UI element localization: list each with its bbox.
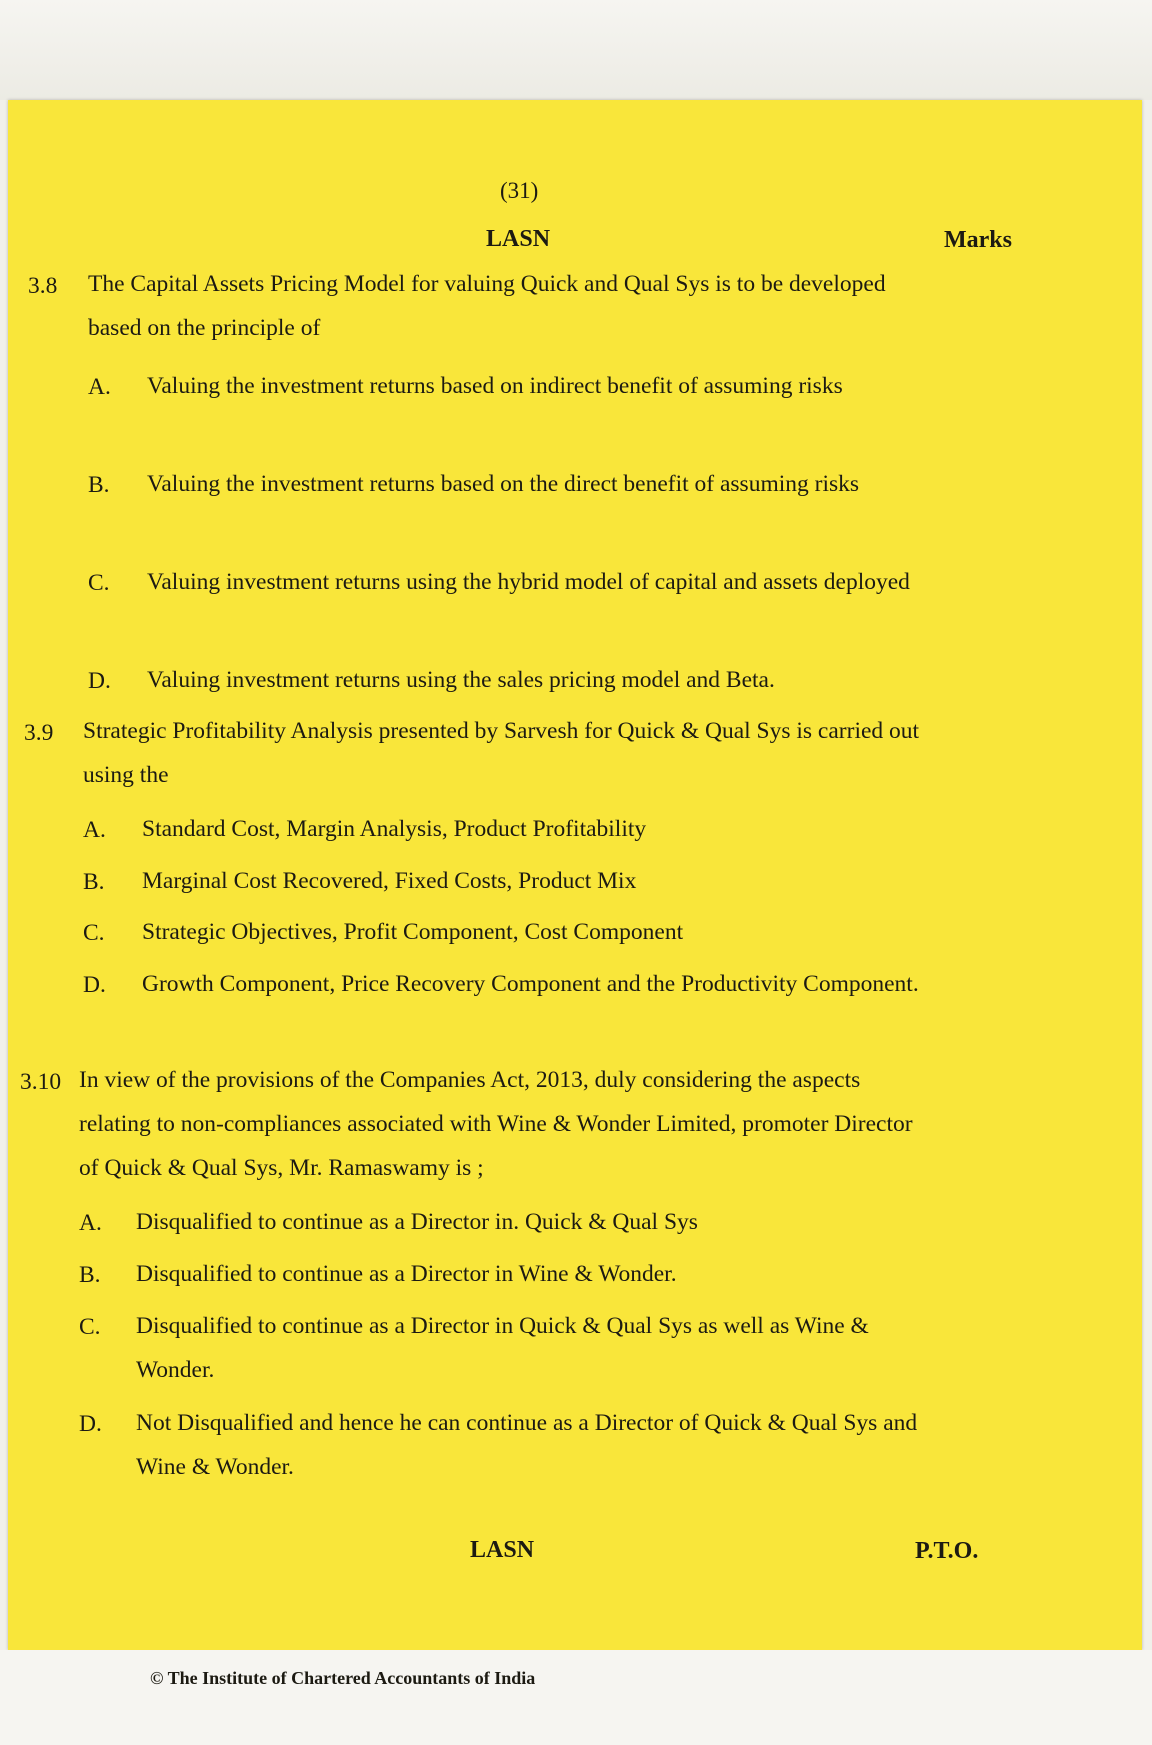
question-text: The Capital Assets Pricing Model for valuing Quick and Qual Sys is to be developed based on the principle of <box>88 271 886 341</box>
option-text: Valuing investment returns using the sales pricing model and Beta. <box>147 667 775 693</box>
option-letter: C. <box>83 920 105 946</box>
question-text: In view of the provisions of the Companies Act, 2013, duly considering the aspects relating to non-compliances associated with Wine & Wonder Limited, promoter Director of Quick & Qual Sys, Mr. Ramaswamy is ; <box>79 1067 913 1181</box>
option-text: Valuing the investment returns based on indirect benefit of assuming risks <box>147 373 843 399</box>
option-text: Valuing the investment returns based on the direct benefit of assuming risks <box>147 471 860 497</box>
option-letter: A. <box>79 1210 102 1236</box>
copyright-notice: © The Institute of Chartered Accountants of India <box>150 1668 536 1688</box>
option-letter: B. <box>88 472 110 498</box>
option-text: Not Disqualified and hence he can continue as a Director of Quick & Qual Sys and Wine & Wonder. <box>136 1410 918 1480</box>
page-number: (31) <box>500 178 539 203</box>
option-letter: B. <box>79 1262 101 1288</box>
option-letter: A. <box>88 374 111 400</box>
question-number: 3.8 <box>28 273 58 299</box>
option-letter: A. <box>83 817 106 843</box>
paper-code-footer: LASN <box>470 1537 535 1563</box>
marks-column-label: Marks <box>944 227 1012 253</box>
option-letter: C. <box>88 570 110 596</box>
scan-top-margin <box>0 0 1152 100</box>
question-text: Strategic Profitability Analysis presented by Sarvesh for Quick & Qual Sys is carried out using the <box>83 718 920 788</box>
option-text: Disqualified to continue as a Director in Quick & Qual Sys as well as Wine & Wonder. <box>136 1313 869 1383</box>
option-text: Disqualified to continue as a Director in Wine & Wonder. <box>136 1261 677 1287</box>
option-text: Strategic Objectives, Profit Component, Cost Component <box>142 919 684 945</box>
option-letter: C. <box>79 1314 101 1340</box>
scan-bottom-margin <box>0 1650 1152 1745</box>
option-text: Growth Component, Price Recovery Component and the Productivity Component. <box>142 971 919 997</box>
option-text: Valuing investment returns using the hybrid model of capital and assets deployed <box>147 569 910 595</box>
paper-code-header: LASN <box>486 226 551 252</box>
question-number: 3.9 <box>24 720 54 746</box>
option-letter: D. <box>79 1411 102 1437</box>
option-letter: B. <box>83 869 105 895</box>
question-number: 3.10 <box>20 1069 62 1095</box>
option-text: Standard Cost, Margin Analysis, Product Profitability <box>142 816 647 842</box>
option-letter: D. <box>83 972 106 998</box>
pto-label: P.T.O. <box>915 1538 979 1564</box>
option-letter: D. <box>88 668 111 694</box>
option-text: Marginal Cost Recovered, Fixed Costs, Product Mix <box>142 868 637 894</box>
option-text: Disqualified to continue as a Director in. Quick & Qual Sys <box>136 1209 698 1235</box>
